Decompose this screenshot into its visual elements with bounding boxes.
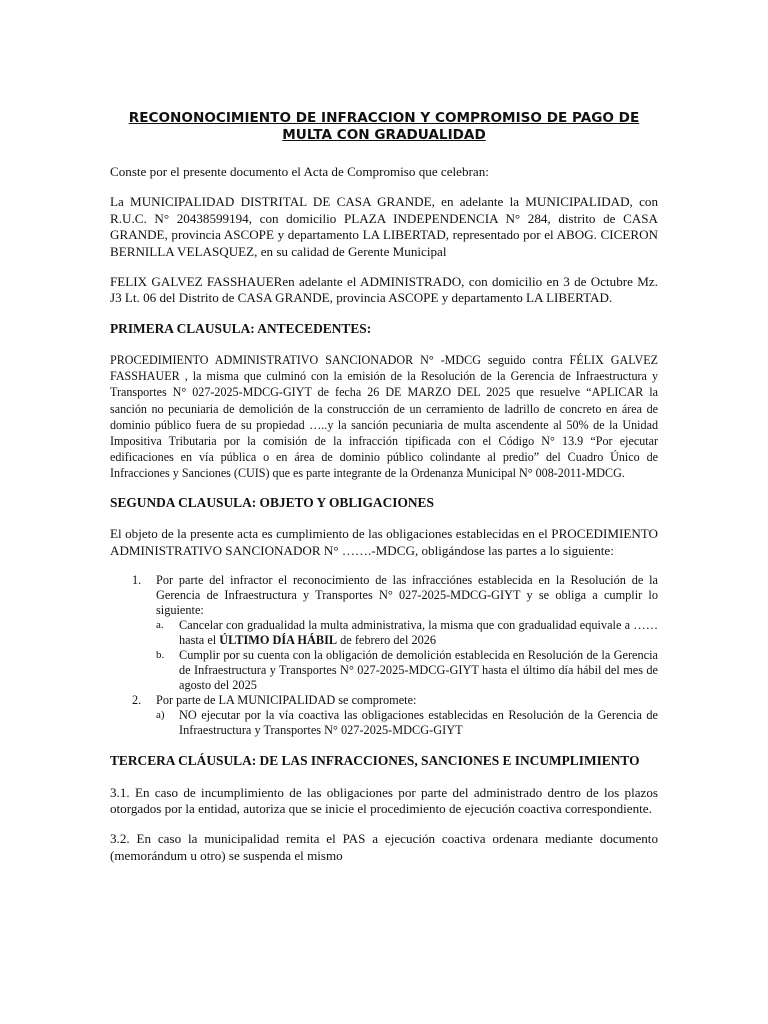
obligation-number: 2. xyxy=(132,693,142,708)
subitem-text: NO ejecutar por la vía coactiva las obligaciones establecidas en Resolución de la Gerencia de Infraestructura y Transportes N° 027-2025-MDCG-GIYT xyxy=(179,708,658,738)
obligation-item xyxy=(110,573,658,693)
obligation-subitem xyxy=(156,648,658,693)
obligation-sublist xyxy=(156,618,658,693)
obligation-text: Por parte del infractor el reconocimiento de las infracciónes establecida en la Resolución de la Gerencia de Infraestructura y Transportes N° 027-2025-MDCG-GIYT y se obliga a cumplir lo siguiente: xyxy=(156,573,658,618)
subitem-text: Cancelar con gradualidad la multa administrativa, la misma que con gradualidad equivale a …… hasta el xyxy=(179,618,658,648)
obligation-sublist xyxy=(156,708,658,738)
subitem-letter: a. xyxy=(156,619,164,632)
obligation-subitem xyxy=(156,618,658,648)
document-title: RECONONOCIMIENTO DE INFRACCION Y COMPROMISO DE PAGO DE MULTA CON GRADUALIDAD xyxy=(128,110,640,143)
subitem-bold-text: ÚLTIMO DÍA HÁBIL xyxy=(219,633,338,648)
obligation-number: 1. xyxy=(132,573,142,588)
clause2-body: El objeto de la presente acta es cumplimiento de las obligaciones establecidas en el PROCEDIMIENTO ADMINISTRATIVO SANCIONADOR N° …….-MDCG, obligándose las partes a lo siguiente: xyxy=(110,526,658,558)
clause3-paragraph-1: 3.1. En caso de incumplimiento de las obligaciones por parte del administrado dentro de los plazos otorgados por la entidad, autoriza que se inicie el procedimiento de ejecución coactiva correspondiente. xyxy=(110,784,658,817)
clause1-body: PROCEDIMIENTO ADMINISTRATIVO SANCIONADOR N° -MDCG seguido contra FÉLIX GALVEZ FASSHAUER , la misma que culminó con la emisión de la Resolución de la Gerencia de Infraestructura y Transportes N° 027-2025-MDCG-GIYT de fecha 26 DE MARZO DEL 2025 que resuelve “APLICAR la sanción no pecuniaria de demolición de la construcción de un cerramiento de ladrillo de concreto en área de dominio público fuera de su propiedad …..y la sanción pecuniaria de multa ascendente al 50% de la Unidad Impositiva Tributaria por la comisión de la infracción tipificada con el Código N° 13.9 “Por ejecutar edificaciones en vía pública o en área de dominio público colindante al predio” del Cuadro Único de Infracciones y Sanciones (CUIS) que es parte integrante de la Ordenanza Municipal N° 008-2011-MDCG. xyxy=(110,353,658,480)
obligation-text: Por parte de LA MUNICIPALIDAD se compromete: xyxy=(156,693,417,708)
clause2-heading: SEGUNDA CLAUSULA: OBJETO Y OBLIGACIONES xyxy=(110,495,434,510)
subitem-letter: b. xyxy=(156,649,165,662)
obligation-item xyxy=(110,693,658,738)
subitem-letter: a) xyxy=(156,709,165,722)
clause1-heading: PRIMERA CLAUSULA: ANTECEDENTES: xyxy=(110,320,372,336)
party-municipal-paragraph: La MUNICIPALIDAD DISTRITAL DE CASA GRANDE, en adelante la MUNICIPALIDAD, con R.U.C. N° 20438599194, con domicilio PLAZA INDEPENDENCIA N° 284, distrito de CASA GRANDE, provincia ASCOPE y departamento LA LIBERTAD, representado por el ABOG. CICERON BERNILLA VELASQUEZ, en su calidad de Gerente Municipal xyxy=(110,194,658,259)
subitem-text: Cumplir por su cuenta con la obligación de demolición establecida en Resolución de la Gerencia de Infraestructura y Transportes N° 027-2025-MDCG-GIYT hasta el último día hábil del mes de agosto del 2025 xyxy=(179,648,658,693)
obligation-subitem xyxy=(156,708,658,738)
party-administrado-paragraph: FELIX GALVEZ FASSHAUERen adelante el ADMINISTRADO, con domicilio en 3 de Octubre Mz. J3 Lt. 06 del Distrito de CASA GRANDE, provincia ASCOPE y departamento LA LIBERTAD. xyxy=(110,274,658,306)
clause3-paragraph-2: 3.2. En caso la municipalidad remita el PAS a ejecución coactiva ordenara mediante documento (memorándum u otro) se suspenda el mismo xyxy=(110,831,658,863)
intro-paragraph: Conste por el presente documento el Acta de Compromiso que celebran: xyxy=(110,164,489,179)
clause3-heading: TERCERA CLÁUSULA: DE LAS INFRACCIONES, SANCIONES E INCUMPLIMIENTO xyxy=(110,753,640,769)
subitem-text-after: de febrero del 2026 xyxy=(337,633,437,648)
obligations-list xyxy=(110,573,658,738)
